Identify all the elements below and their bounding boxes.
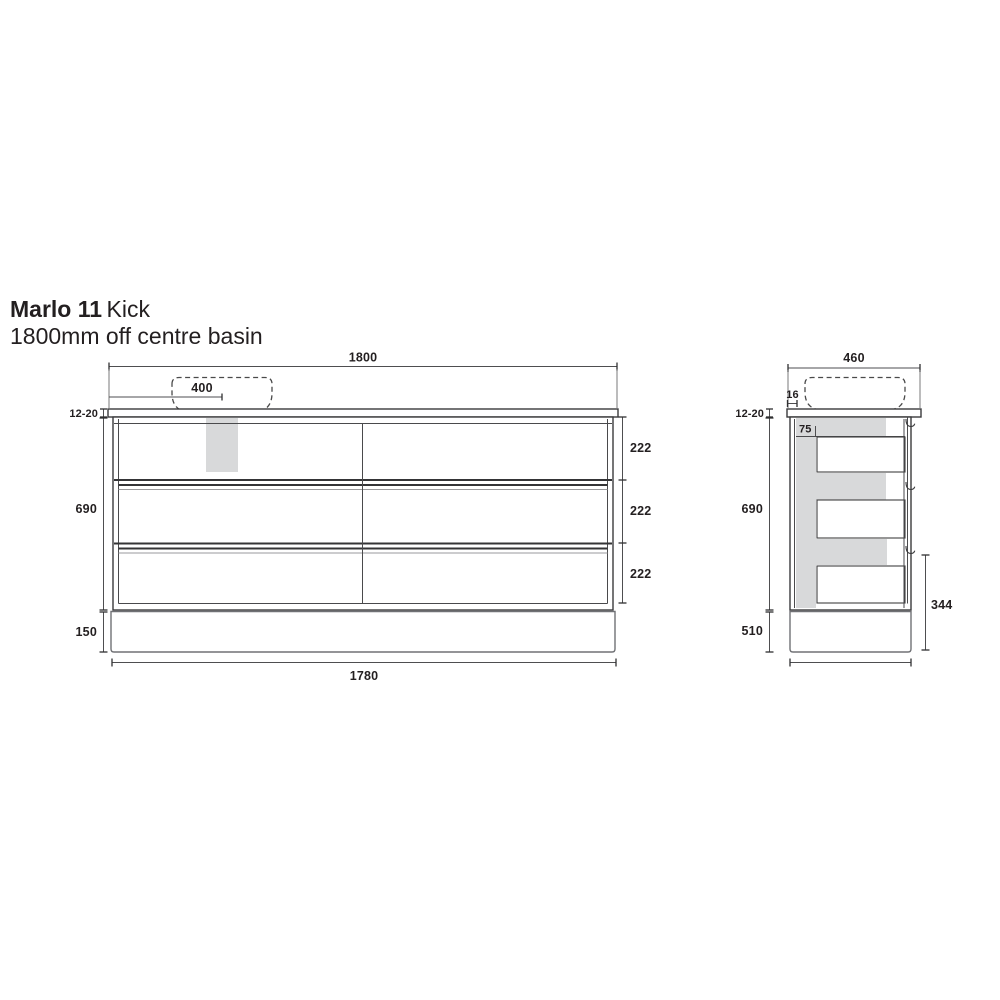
side-kick	[790, 612, 911, 653]
side-dim-bottom	[790, 659, 911, 667]
dim-label-12-20-side: 12-20	[735, 408, 764, 420]
dim-label-16: 16	[786, 389, 799, 401]
side-dim-overhang	[786, 389, 798, 407]
plumbing-chase-panel	[206, 418, 238, 472]
dim-label-690-side: 690	[741, 502, 763, 516]
front-dim-kick-width	[112, 659, 616, 684]
side-drawer-3	[817, 566, 905, 603]
product-name: Marlo 11	[10, 296, 103, 322]
front-kick	[111, 612, 615, 653]
page-title	[10, 296, 150, 322]
front-dim-kick-height	[76, 612, 108, 652]
dim-label-1800: 1800	[348, 350, 378, 365]
front-dim-basin-offset	[109, 381, 222, 401]
dim-label-222-2: 222	[630, 504, 652, 518]
panel-mid-rail-1	[796, 473, 886, 500]
front-dim-body-height	[76, 418, 108, 610]
dim-label-510: 510	[741, 624, 763, 638]
side-dim-kick-height	[742, 612, 774, 652]
dim-label-75: 75	[799, 423, 812, 436]
dim-label-150: 150	[75, 625, 97, 639]
side-dim-body-height	[742, 418, 774, 610]
dim-label-460: 460	[843, 351, 865, 365]
front-dim-drawer-heights	[619, 417, 652, 603]
side-dim-depth	[788, 351, 920, 408]
title-block	[10, 296, 263, 349]
dim-label-1780: 1780	[349, 669, 379, 683]
dim-label-222-3: 222	[630, 567, 652, 581]
dim-label-690: 690	[75, 502, 97, 516]
front-benchtop	[108, 409, 618, 417]
dim-label-400: 400	[191, 381, 213, 395]
side-drawer-2	[817, 500, 905, 538]
dim-label-222-1: 222	[630, 441, 652, 455]
dim-label-12-20: 12-20	[69, 408, 98, 420]
page-subtitle: 1800mm off centre basin	[10, 323, 263, 349]
side-benchtop	[787, 409, 921, 417]
front-dim-overall-width	[109, 351, 617, 409]
side-drawer-1	[817, 437, 905, 472]
dim-label-344: 344	[931, 598, 953, 612]
side-view	[735, 351, 952, 667]
front-view	[69, 351, 651, 684]
panel-mid-rail-2	[796, 539, 887, 565]
product-variant: Kick	[106, 296, 150, 322]
panel-spine	[796, 418, 816, 608]
side-dim-clearance	[922, 555, 953, 650]
basin-outline-side	[805, 378, 905, 411]
